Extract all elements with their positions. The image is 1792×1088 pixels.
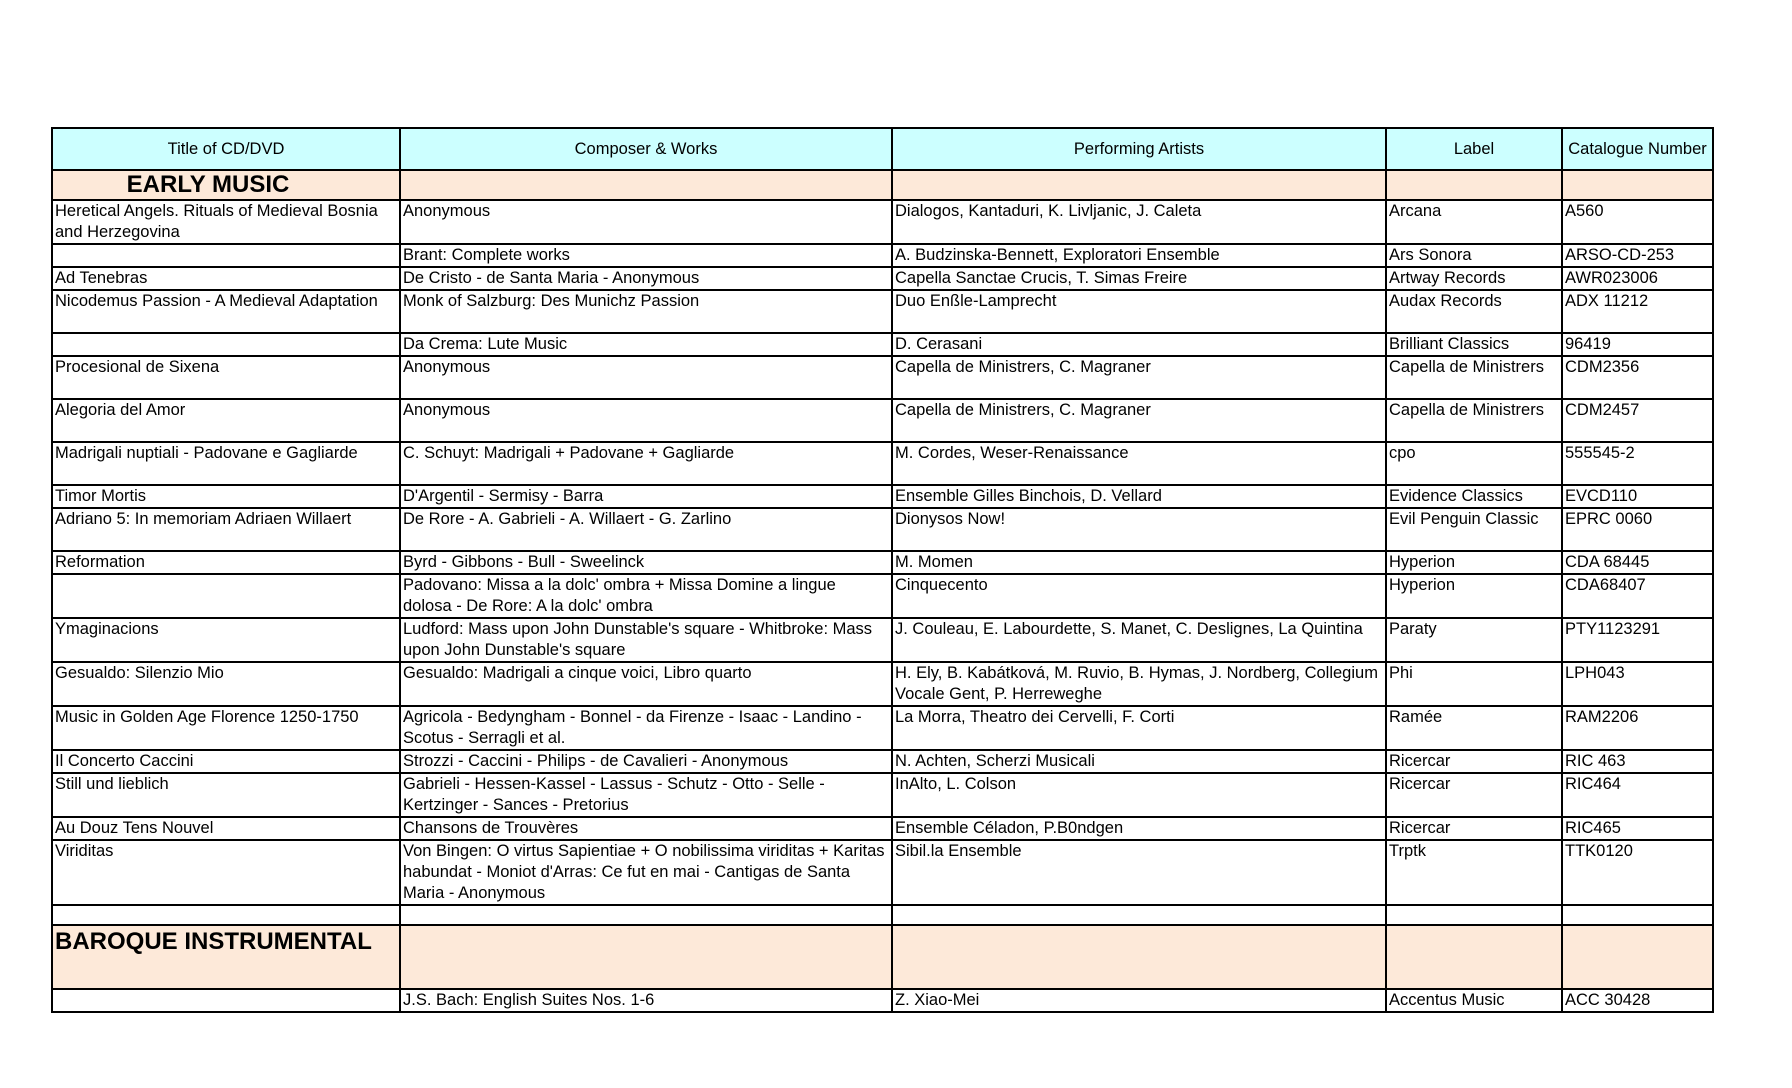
cell-composer: Agricola - Bedyngham - Bonnel - da Firenze - Isaac - Landino - Scotus - Serragli et al. (400, 706, 892, 750)
cell-artists: La Morra, Theatro dei Cervelli, F. Corti (892, 706, 1386, 750)
cell-artists: J. Couleau, E. Labourdette, S. Manet, C. Deslignes, La Quintina (892, 618, 1386, 662)
cell-label: Hyperion (1386, 574, 1562, 618)
cell-title: Reformation (52, 551, 400, 574)
table-row (52, 551, 1713, 574)
cell-catalogue: 555545-2 (1562, 442, 1713, 485)
cell-title: Il Concerto Caccini (52, 750, 400, 773)
cell-composer (400, 905, 892, 925)
header-title: Title of CD/DVD (52, 128, 400, 170)
cell-artists: Sibil.la Ensemble (892, 840, 1386, 905)
cell-composer: J.S. Bach: English Suites Nos. 1-6 (400, 989, 892, 1012)
cell-catalogue: CDA68407 (1562, 574, 1713, 618)
cell-composer: Gesualdo: Madrigali a cinque voici, Libro quarto (400, 662, 892, 706)
table-row (52, 399, 1713, 442)
table-row (52, 485, 1713, 508)
cell-title: Gesualdo: Silenzio Mio (52, 662, 400, 706)
cell-composer: Strozzi - Caccini - Philips - de Cavalieri - Anonymous (400, 750, 892, 773)
cell-label: Artway Records (1386, 267, 1562, 290)
cell-catalogue (1562, 905, 1713, 925)
cell-composer: Padovano: Missa a la dolc' ombra + Missa Domine a lingue dolosa - De Rore: A la dolc' ombra (400, 574, 892, 618)
table-row (52, 356, 1713, 399)
cell-composer: Brant: Complete works (400, 244, 892, 267)
cell-label: Ars Sonora (1386, 244, 1562, 267)
cell-composer: Ludford: Mass upon John Dunstable's square - Whitbroke: Mass upon John Dunstable's square (400, 618, 892, 662)
section-blank (892, 170, 1386, 200)
cell-composer: Byrd - Gibbons - Bull - Sweelinck (400, 551, 892, 574)
cell-title: Procesional de Sixena (52, 356, 400, 399)
cell-catalogue: LPH043 (1562, 662, 1713, 706)
cell-catalogue: RAM2206 (1562, 706, 1713, 750)
table-row (52, 989, 1713, 1012)
section-blank (400, 170, 892, 200)
cell-artists: Capella Sanctae Crucis, T. Simas Freire (892, 267, 1386, 290)
section-blank (1562, 170, 1713, 200)
cell-composer: Monk of Salzburg: Des Munichz Passion (400, 290, 892, 333)
section-row-baroque-instrumental (52, 925, 1713, 989)
cd-catalogue-table (51, 127, 1714, 1013)
cell-catalogue: 96419 (1562, 333, 1713, 356)
header-label: Label (1386, 128, 1562, 170)
section-blank (1562, 925, 1713, 989)
cell-artists: M. Cordes, Weser-Renaissance (892, 442, 1386, 485)
cell-label: Capella de Ministrers (1386, 399, 1562, 442)
cell-title (52, 574, 400, 618)
section-title: EARLY MUSIC (52, 170, 400, 200)
cell-title: Still und lieblich (52, 773, 400, 817)
section-row-early-music (52, 170, 1713, 200)
cell-catalogue: CDA 68445 (1562, 551, 1713, 574)
cell-label: cpo (1386, 442, 1562, 485)
cell-artists: N. Achten, Scherzi Musicali (892, 750, 1386, 773)
cell-title (52, 989, 400, 1012)
cell-catalogue: RIC465 (1562, 817, 1713, 840)
cell-catalogue: RIC 463 (1562, 750, 1713, 773)
table-row (52, 442, 1713, 485)
cell-catalogue: EVCD110 (1562, 485, 1713, 508)
cell-artists (892, 905, 1386, 925)
cell-artists: Ensemble Gilles Binchois, D. Vellard (892, 485, 1386, 508)
cell-catalogue: PTY1123291 (1562, 618, 1713, 662)
cell-title: Timor Mortis (52, 485, 400, 508)
cell-composer: C. Schuyt: Madrigali + Padovane + Gagliarde (400, 442, 892, 485)
cell-composer: Chansons de Trouvères (400, 817, 892, 840)
table-row (52, 706, 1713, 750)
cell-title (52, 905, 400, 925)
cell-artists: Dionysos Now! (892, 508, 1386, 551)
header-catalogue: Catalogue Number (1562, 128, 1713, 170)
cell-catalogue: ACC 30428 (1562, 989, 1713, 1012)
table-row (52, 574, 1713, 618)
cell-composer: Gabrieli - Hessen-Kassel - Lassus - Schutz - Otto - Selle - Kertzinger - Sances - Pretorius (400, 773, 892, 817)
table-row (52, 290, 1713, 333)
cell-label: Ricercar (1386, 750, 1562, 773)
table-row (52, 244, 1713, 267)
cell-title: Heretical Angels. Rituals of Medieval Bosnia and Herzegovina (52, 200, 400, 244)
cell-label (1386, 905, 1562, 925)
cell-composer: Anonymous (400, 356, 892, 399)
cell-composer: Anonymous (400, 200, 892, 244)
cell-label: Accentus Music (1386, 989, 1562, 1012)
cell-catalogue: A560 (1562, 200, 1713, 244)
table-row (52, 333, 1713, 356)
cell-title: Au Douz Tens Nouvel (52, 817, 400, 840)
table-row (52, 750, 1713, 773)
cell-label: Arcana (1386, 200, 1562, 244)
cell-artists: Capella de Ministrers, C. Magraner (892, 356, 1386, 399)
table-row (52, 662, 1713, 706)
cell-artists: InAlto, L. Colson (892, 773, 1386, 817)
cell-title: Alegoria del Amor (52, 399, 400, 442)
header-artists: Performing Artists (892, 128, 1386, 170)
table-row (52, 905, 1713, 925)
header-composer: Composer & Works (400, 128, 892, 170)
cell-label: Hyperion (1386, 551, 1562, 574)
cell-catalogue: ADX 11212 (1562, 290, 1713, 333)
cell-label: Ramée (1386, 706, 1562, 750)
section-blank (400, 925, 892, 989)
cell-catalogue: RIC464 (1562, 773, 1713, 817)
cell-composer: Da Crema: Lute Music (400, 333, 892, 356)
cell-title: Nicodemus Passion - A Medieval Adaptation (52, 290, 400, 333)
table-row (52, 840, 1713, 905)
cell-title: Viriditas (52, 840, 400, 905)
table-row (52, 618, 1713, 662)
cell-catalogue: CDM2457 (1562, 399, 1713, 442)
cell-title: Adriano 5: In memoriam Adriaen Willaert (52, 508, 400, 551)
cell-catalogue: EPRC 0060 (1562, 508, 1713, 551)
cell-artists: Capella de Ministrers, C. Magraner (892, 399, 1386, 442)
cell-artists: Duo Enßle-Lamprecht (892, 290, 1386, 333)
cell-label: Trptk (1386, 840, 1562, 905)
cell-label: Phi (1386, 662, 1562, 706)
cell-label: Brilliant Classics (1386, 333, 1562, 356)
cell-artists: M. Momen (892, 551, 1386, 574)
cell-title: Madrigali nuptiali - Padovane e Gagliarde (52, 442, 400, 485)
cell-catalogue: AWR023006 (1562, 267, 1713, 290)
cell-label: Ricercar (1386, 773, 1562, 817)
table-row (52, 267, 1713, 290)
cell-artists: D. Cerasani (892, 333, 1386, 356)
cell-title: Ymaginacions (52, 618, 400, 662)
header-row (52, 128, 1713, 170)
cell-label: Audax Records (1386, 290, 1562, 333)
cell-catalogue: TTK0120 (1562, 840, 1713, 905)
cell-title: Music in Golden Age Florence 1250-1750 (52, 706, 400, 750)
cell-title: Ad Tenebras (52, 267, 400, 290)
table-row (52, 200, 1713, 244)
cell-title (52, 333, 400, 356)
cell-artists: Ensemble Céladon, P.B0ndgen (892, 817, 1386, 840)
cell-composer: De Cristo - de Santa Maria - Anonymous (400, 267, 892, 290)
cell-composer: Anonymous (400, 399, 892, 442)
cell-catalogue: CDM2356 (1562, 356, 1713, 399)
table-row (52, 508, 1713, 551)
section-blank (1386, 170, 1562, 200)
cell-label: Evil Penguin Classic (1386, 508, 1562, 551)
cell-composer: Von Bingen: O virtus Sapientiae + O nobilissima viriditas + Karitas habundat - Moniot d'Arras: Ce fut en mai - Cantigas de Santa Maria - Anonymous (400, 840, 892, 905)
cell-label: Paraty (1386, 618, 1562, 662)
table-row (52, 773, 1713, 817)
cell-artists: Cinquecento (892, 574, 1386, 618)
section-title: BAROQUE INSTRUMENTAL (52, 925, 400, 989)
cell-artists: H. Ely, B. Kabátková, M. Ruvio, B. Hymas, J. Nordberg, Collegium Vocale Gent, P. Herreweghe (892, 662, 1386, 706)
cell-label: Evidence Classics (1386, 485, 1562, 508)
cell-label: Ricercar (1386, 817, 1562, 840)
cell-composer: De Rore - A. Gabrieli - A. Willaert - G. Zarlino (400, 508, 892, 551)
section-blank (892, 925, 1386, 989)
section-blank (1386, 925, 1562, 989)
cell-title (52, 244, 400, 267)
cell-artists: Dialogos, Kantaduri, K. Livljanic, J. Caleta (892, 200, 1386, 244)
cell-artists: A. Budzinska-Bennett, Exploratori Ensemble (892, 244, 1386, 267)
cell-catalogue: ARSO-CD-253 (1562, 244, 1713, 267)
cell-label: Capella de Ministrers (1386, 356, 1562, 399)
cell-artists: Z. Xiao-Mei (892, 989, 1386, 1012)
cell-composer: D'Argentil - Sermisy - Barra (400, 485, 892, 508)
table-row (52, 817, 1713, 840)
